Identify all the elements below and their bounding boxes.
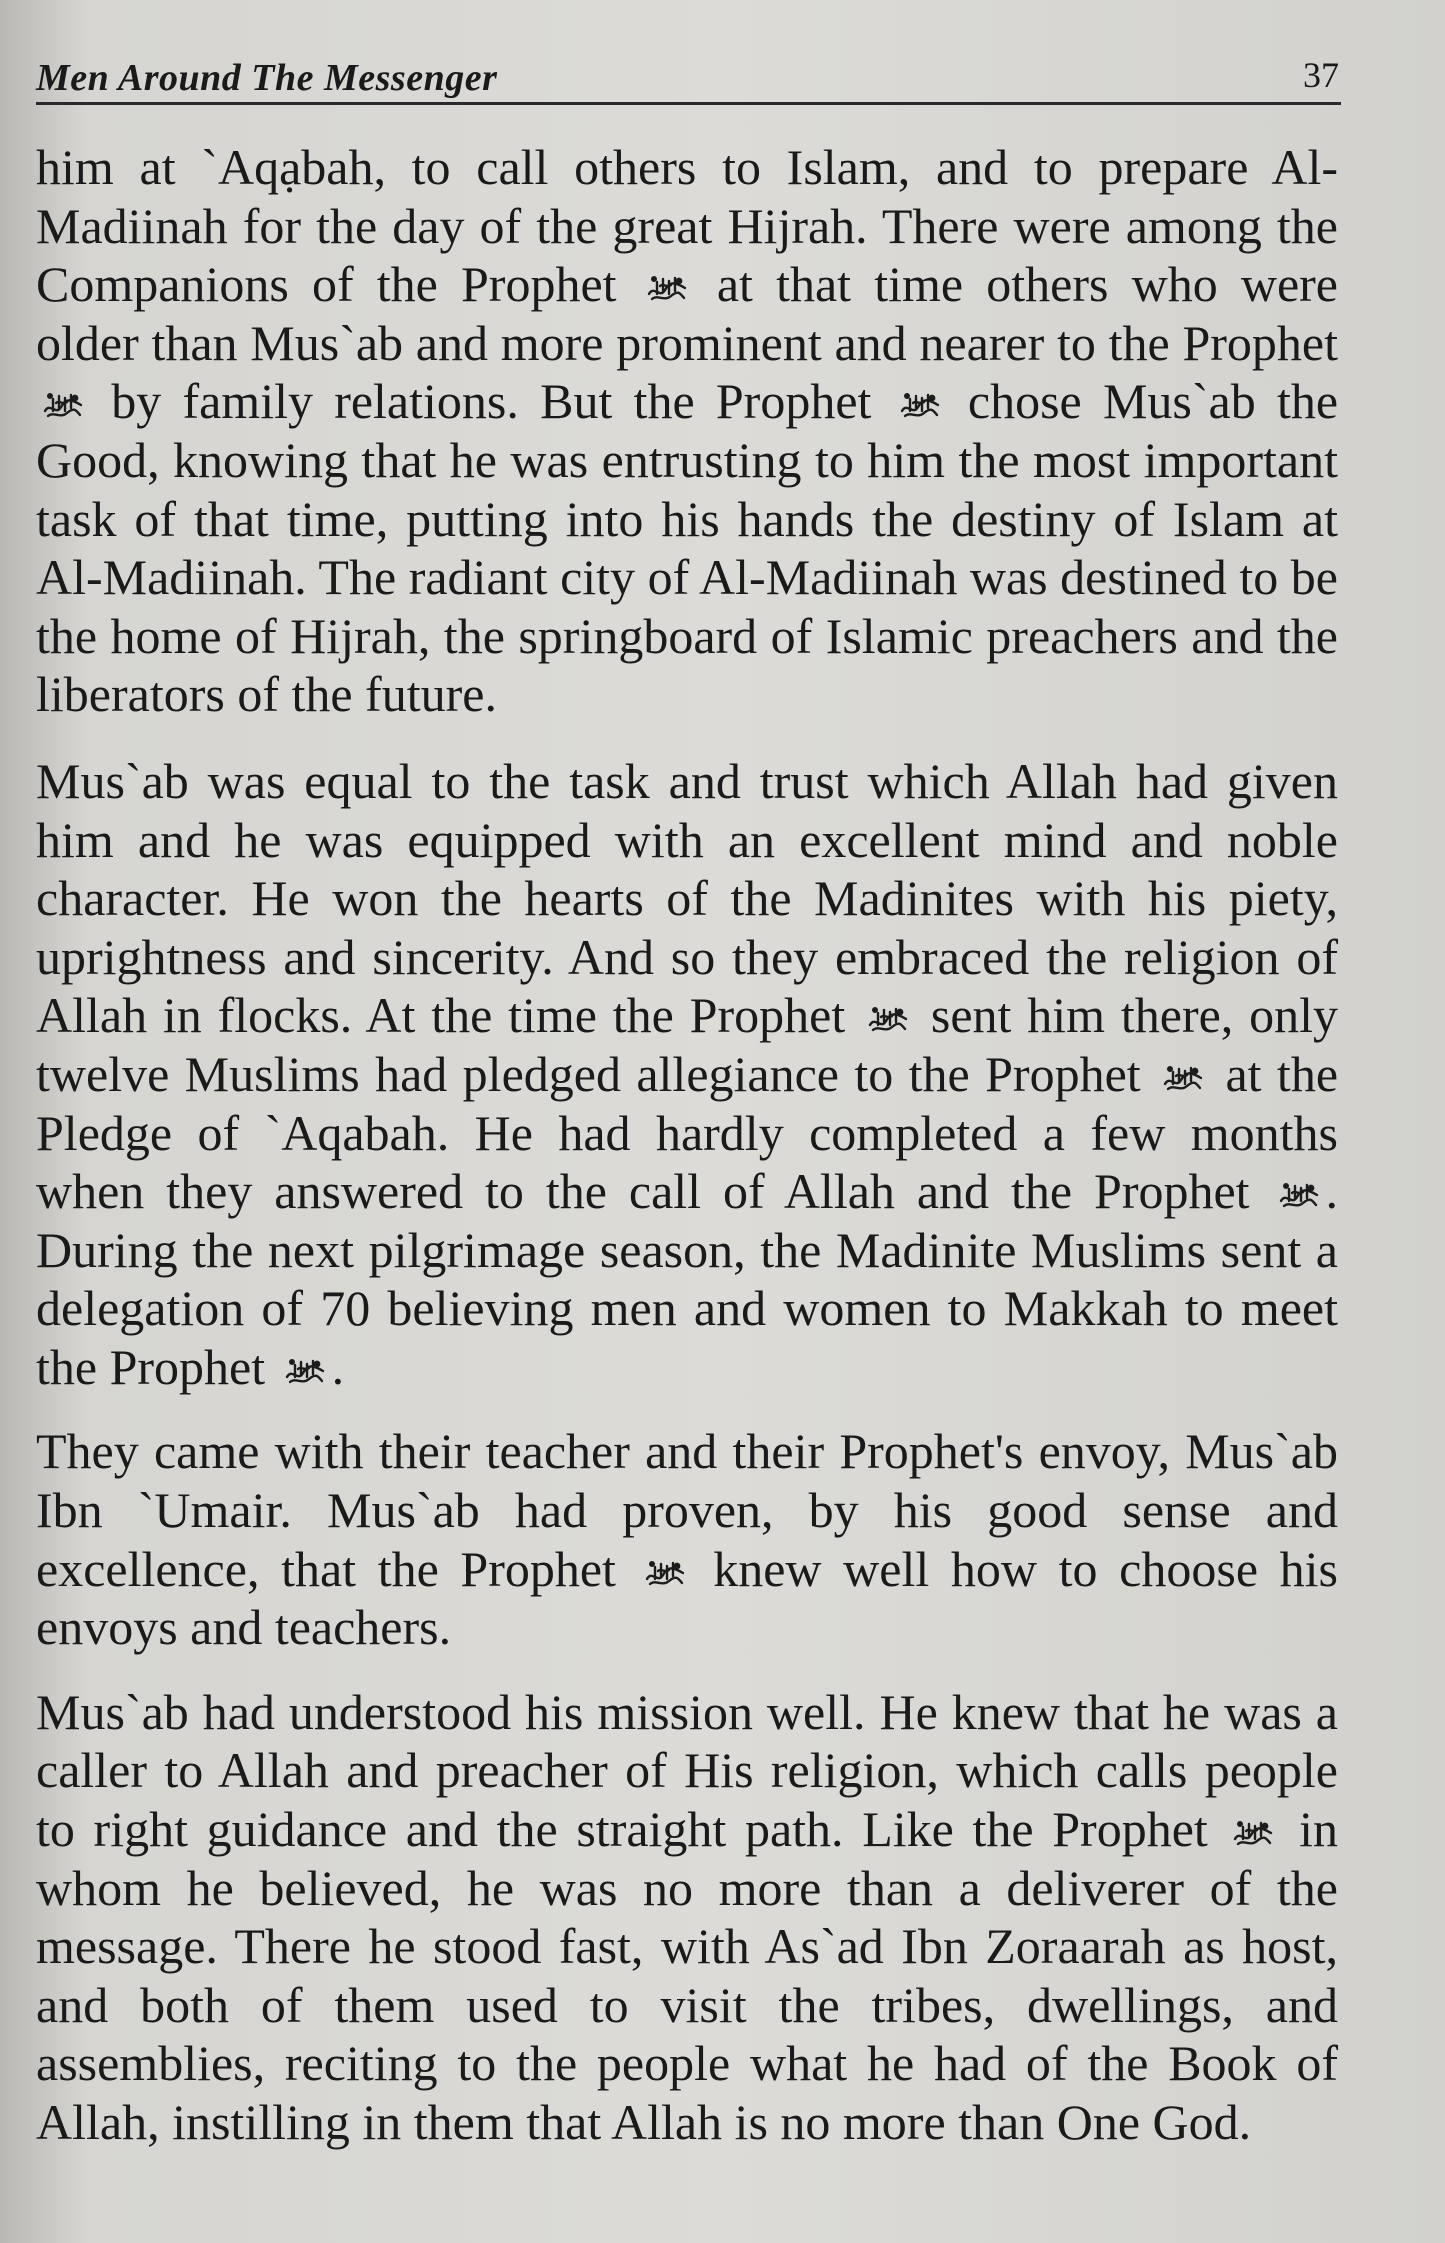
page-number: 37 (1303, 55, 1339, 95)
honorific-icon (1232, 1818, 1274, 1848)
paragraph-text: him at `Aqạbah, to call others to Islam, and to prepare Al-Madiinah for the day of the great Hijrah. There were among the Companions of the Prophet (36, 139, 1338, 313)
paragraph-text: sent him there, only twelve Muslims had pledged allegiance to the Prophet (36, 987, 1338, 1102)
honorific-icon (644, 1558, 686, 1588)
paragraph-text: by family relations. But the Prophet (111, 373, 872, 430)
paragraph-4 (36, 1683, 1338, 2152)
honorific-icon (42, 390, 84, 420)
paragraph-text: at the Pledge of `Aqabah. He had hardly completed a few months when they answered to the call of Allah and the Prophet (36, 1045, 1339, 1220)
paragraph-text: in whom he believed, he was no more than a deliverer of the message. There he stood fast, with As`ad Ibn Zoraarah as host, and both of them used to visit the tribes, dwellings, and assemblies, reciting to the people what he had of the Book of Allah, instilling in them that Allah is no more than One God. (36, 1801, 1338, 2150)
honorific-icon (899, 390, 941, 420)
paragraph-text: Mus`ab was equal to the task and trust which Allah had given him and he was equipped with an excellent mind and noble character. He won the hearts of the Madinites with his piety, uprightness and sincerity. And so they embraced the religion of Allah in flocks. At the time the Prophet (36, 752, 1338, 1044)
honorific-icon (646, 273, 688, 303)
honorific-icon (867, 1004, 909, 1034)
honorific-icon (1278, 1180, 1320, 1210)
paragraph-2 (36, 752, 1338, 1397)
paragraph-text: . (331, 1338, 345, 1395)
paragraph-text: chose Mus`ab the Good, knowing that he was entrusting to him the most important task of that time, putting into his hands the destiny of Islam at Al-Madiinah. The radiant city of Al-Madiinah was destined to be the home of Hijrah, the springboard of Islamic preachers and the liberators of the future. (36, 373, 1339, 723)
paragraph-3 (36, 1422, 1338, 1656)
honorific-icon (284, 1356, 326, 1386)
paragraph-text: Mus`ab had understood his mission well. He knew that he was a caller to Allah and preacher of His religion, which calls people to right guidance and the straight path. Like the Prophet (36, 1683, 1338, 1858)
paragraph-text: . During the next pilgrimage season, the Madinite Muslims sent a delegation of 70 believing men and women to Makkah to meet the Prophet (36, 1163, 1339, 1395)
body-text (36, 138, 1338, 2178)
paragraph-text: They came with their teacher and their Prophet's envoy, Mus`ab Ibn `Umair. Mus`ab had proven, by his good sense and excellence, that the Prophet (36, 1423, 1338, 1597)
paragraph-1 (36, 138, 1338, 724)
honorific-icon (1162, 1063, 1204, 1093)
page-header (36, 50, 1341, 105)
paragraph-text: knew well how to choose his envoys and teachers. (36, 1540, 1338, 1656)
paragraph-text: at that time others who were older than Mus`ab and more prominent and nearer to the Prophet (36, 256, 1338, 371)
running-title: Men Around The Messenger (36, 57, 498, 99)
